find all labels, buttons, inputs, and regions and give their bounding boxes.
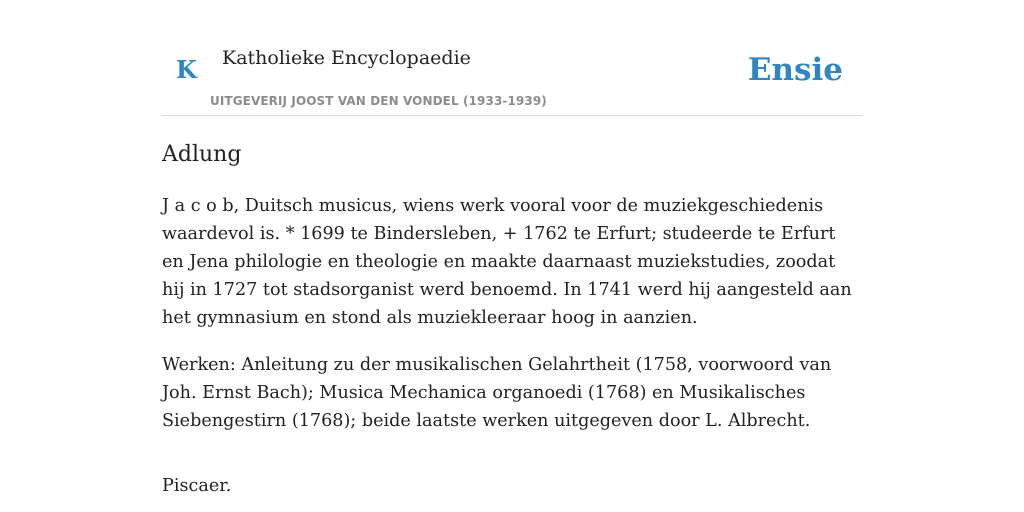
encyclopedia-title[interactable]: Katholieke Encyclopaedie xyxy=(222,47,471,69)
article-paragraph: J a c o b, Duitsch musicus, wiens werk vooral voor de muziekgeschiedenis waardevol is. * 1699 te Bindersleben, + 1762 te Erfurt; studeerde te Erfurt en Jena philologie en theologie en maakte daarnaast muziekstudies, zoodat hij in 1727 tot stadsorganist werd benoemd. In 1741 werd hij aangesteld aan het gymnasium en stond als muziekleeraar hoog in aanzien. xyxy=(162,196,852,328)
author-signature: Piscaer. xyxy=(162,476,232,496)
article-body xyxy=(162,192,862,512)
ensie-brand-logo[interactable]: Ensie xyxy=(747,52,843,88)
article-paragraph: Werken: Anleitung zu der musikalischen Gelahrtheit (1758, voorwoord van Joh. Ernst Bach); Musica Mechanica organoedi (1768) en Musikalisches Siebengestirn (1768); beide laatste werken uitgegeven door L. Albrecht. xyxy=(162,355,832,431)
encyclopedia-header xyxy=(162,36,862,116)
article-title: Adlung xyxy=(162,142,242,167)
publisher-line: UITGEVERIJ JOOST VAN DEN VONDEL (1933-1939) xyxy=(210,94,547,108)
encyclopedia-logo[interactable]: K xyxy=(176,55,197,84)
